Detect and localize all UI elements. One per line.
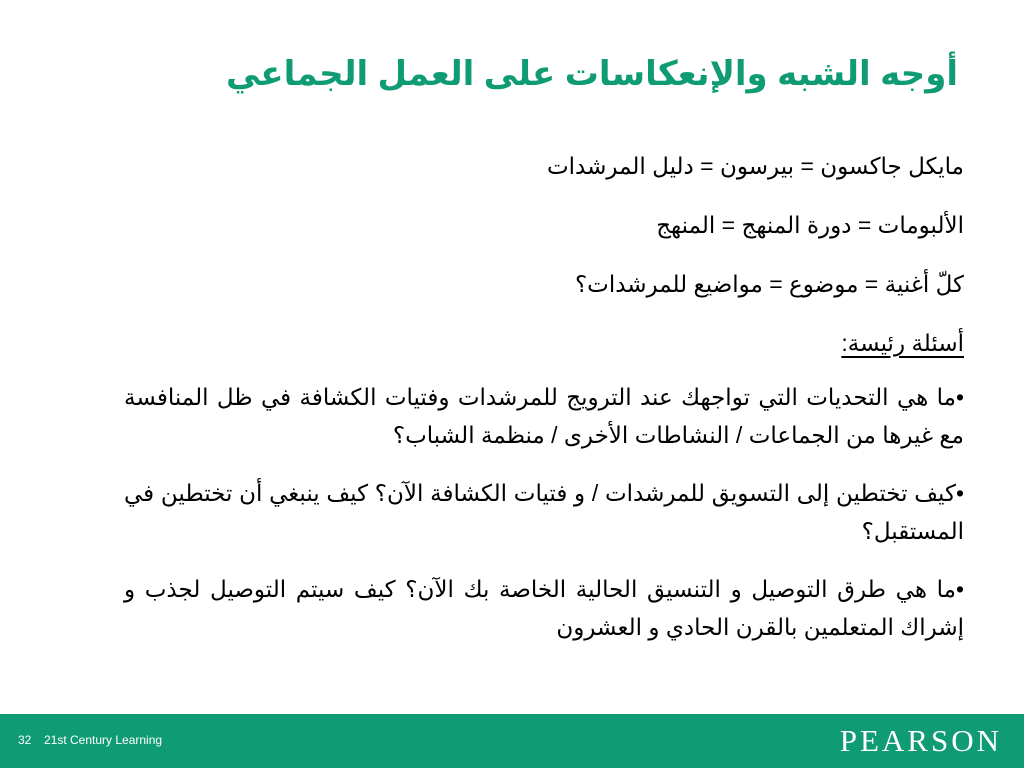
questions-heading: أسئلة رئيسة:	[841, 330, 964, 356]
page-number: 32	[18, 733, 32, 747]
analogy-line-1: مايكل جاكسون = بيرسون = دليل المرشدات	[547, 153, 964, 179]
question-bullet-2: •كيف تختطين إلى التسويق للمرشدات / و فتيات الكشافة الآن؟ كيف ينبغي أن تختطين في المستقبل؟	[124, 480, 964, 544]
analogy-line-2: الألبومات = دورة المنهج = المنهج	[656, 212, 964, 238]
analogy-line-3: كلّ أغنية = موضوع = مواضيع للمرشدات؟	[574, 271, 964, 297]
slide-body	[124, 148, 964, 666]
footer-text: 21st Century Learning	[44, 733, 163, 747]
footer-bar	[0, 714, 1024, 768]
question-bullet-3: •ما هي طرق التوصيل و التنسيق الحالية الخاصة بك الآن؟ كيف سيتم التوصيل لجذب و إشراك المتعلمين بالقرن الحادي و العشرون	[124, 576, 964, 640]
slide-title: أوجه الشبه والإنعكاسات على العمل الجماعي	[226, 55, 958, 93]
question-bullet-1: •ما هي التحديات التي تواجهك عند الترويج للمرشدات وفتيات الكشافة في ظل المنافسة مع غيرها من الجماعات / النشاطات الأخرى / منظمة الشباب؟	[124, 384, 964, 448]
pearson-logo: PEARSON	[839, 723, 1002, 758]
